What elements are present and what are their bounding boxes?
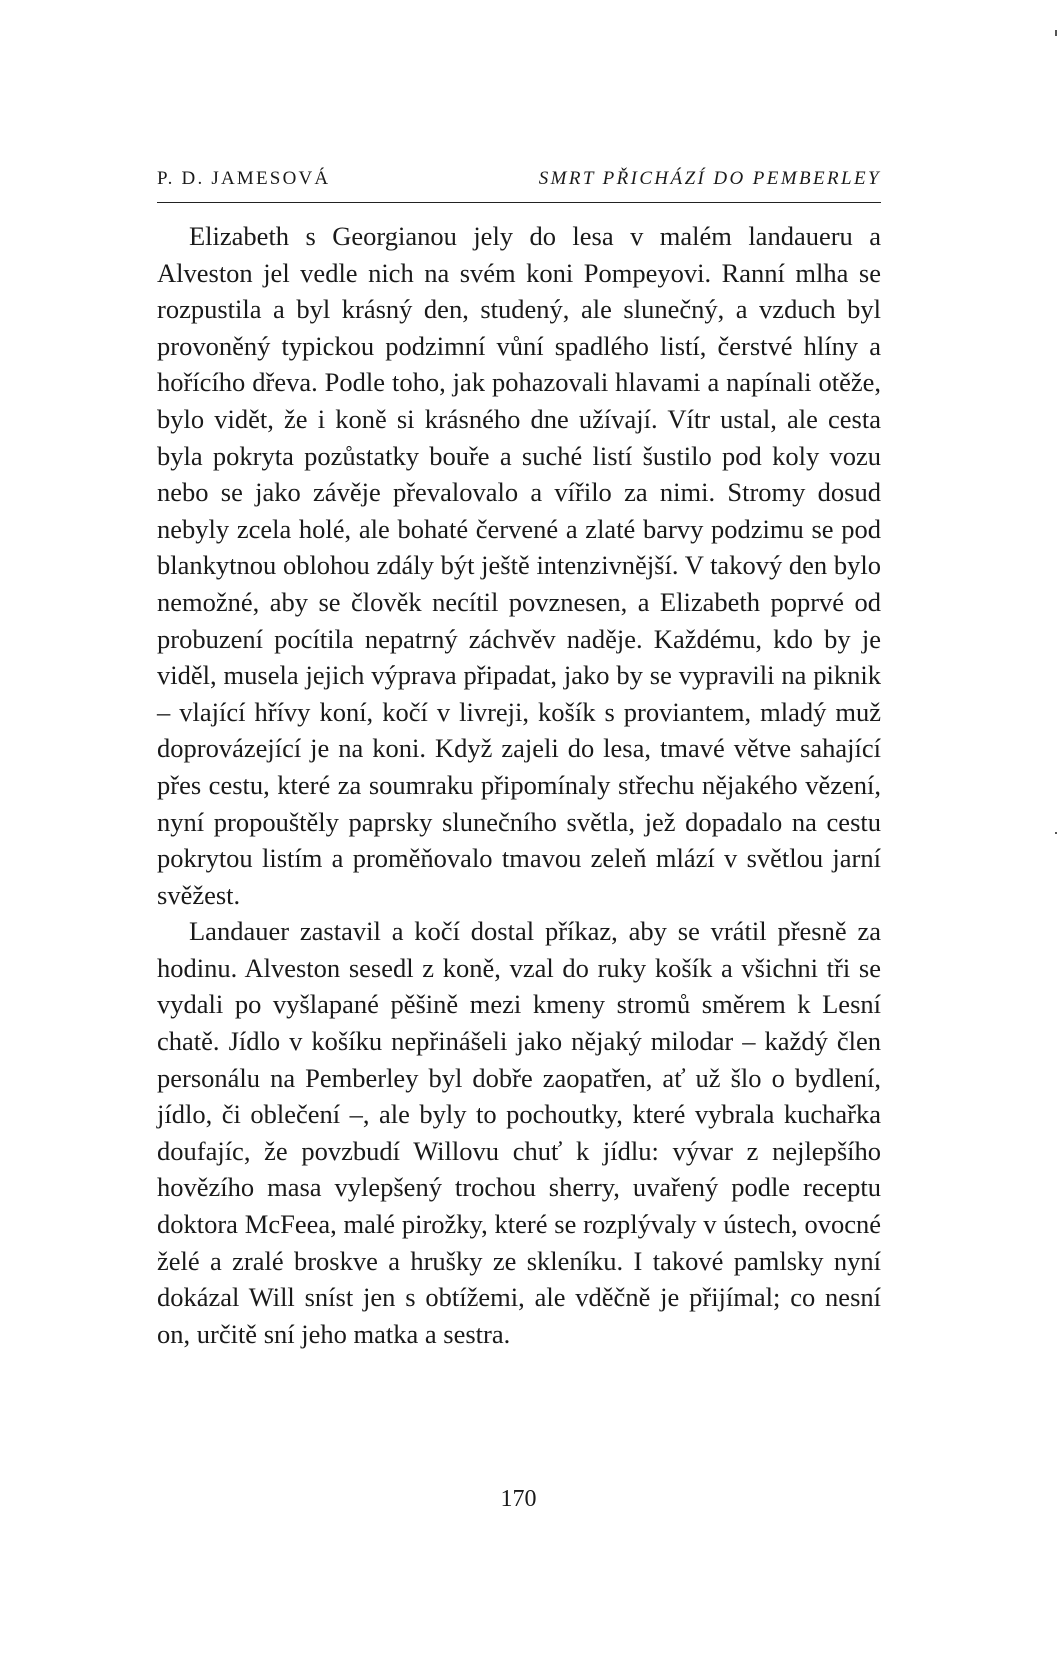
paragraph: Landauer zastavil a kočí dostal příkaz, aby se vrátil přesně za hodinu. Alveston sesedl z koně, vzal do ruky košík a všichni tři se vydali po vyšlapané pěšině mezi kmeny stromů směrem k Lesní chatě. Jídlo v košíku nepřinášeli jako nějaký milodar – každý člen personálu na Pemberley byl dobře zaopatřen, ať už šlo o bydlení, jídlo, či oblečení –, ale byly to pochoutky, které vybrala kuchařka doufajíc, že povzbudí Willovu chuť k jídlu: vývar z nejlepšího hovězího masa vylepšený trochou sherry, uvařený podle receptu doktora McFeea, malé pirožky, které se rozplývaly v ústech, ovocné želé a zralé broskve a hrušky ze skleníku. I takové pamlsky nyní dokázal Will sníst jen s obtížemi, ale vděčně je přijímal; co nesní on, určitě sní jeho matka a sestra.: [157, 916, 881, 1349]
scan-artifact-mark: [1055, 832, 1057, 834]
paragraph: Elizabeth s Georgianou jely do lesa v malém landaueru a Alveston jel vedle nich na svém koni Pompeyovi. Ranní mlha se rozpustila a byl krásný den, studený, ale slunečný, a vzduch byl provoněný typickou podzimní vůní spadlého listí, čerstvé hlíny a hořícího dřeva. Podle toho, jak pohazovali hlavami a napínali otěže, bylo vidět, že i koně si krásného dne užívají. Vítr ustal, ale cesta byla pokryta pozůstatky bouře a suché listí šustilo pod koly vozu nebo se jako závěje převalovalo a vířilo za nimi. Stromy dosud nebyly zcela holé, ale bohaté červené a zlaté barvy podzimu se pod blankytnou oblohou zdály být ještě intenzivnější. V takový den bylo nemožné, aby se člověk necítil povznesen, a Elizabeth poprvé od probuzení pocítila nepatrný záchvěv naděje. Každému, kdo by je viděl, musela jejich výprava připadat, jako by se vypravili na piknik – vlající hřívy koní, kočí v livreji, košík s proviantem, mladý muž doprovázející je na koni. Když zajeli do lesa, tmavé větve sahající přes cestu, které za soumraku připomínaly střechu nějakého vězení, nyní propouštěly paprsky slunečního světla, jež dopadalo na cestu pokrytou listím a proměňovalo tmavou zeleň mlází v světlou jarní svěžest.: [157, 221, 881, 910]
running-header: [157, 168, 881, 203]
scan-artifact-mark: [1055, 30, 1057, 36]
running-header-author: P. D. JAMESOVÁ: [157, 168, 331, 189]
page-number: 170: [500, 1486, 537, 1512]
body-text: [157, 218, 881, 1352]
running-header-book-title: SMRT PŘICHÁZÍ DO PEMBERLEY: [538, 168, 881, 189]
